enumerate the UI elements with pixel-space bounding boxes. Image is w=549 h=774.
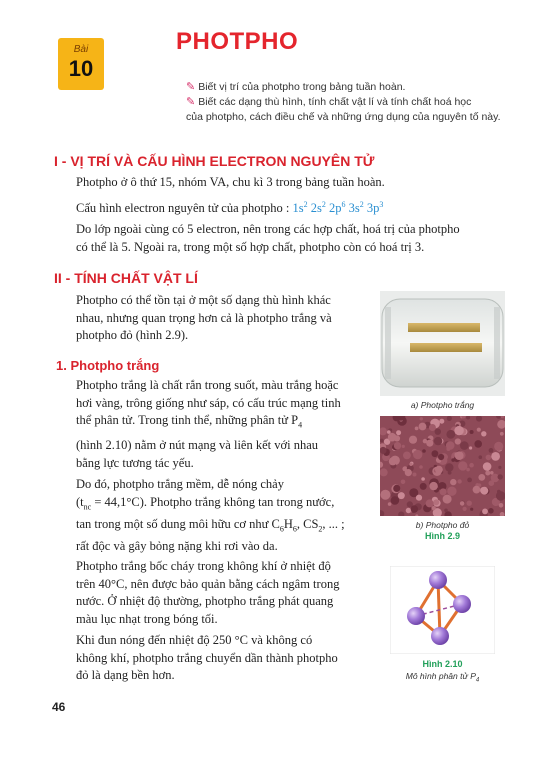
objective-item: ✎ Biết các dạng thù hình, tính chất vật lí và tính chất hoá học bbox=[186, 96, 472, 108]
paragraph-1: Photpho trắng là chất rắn trong suốt, màu trắng hoặc hơi vàng, trông giống như sáp, có cấu trúc mạng tinh thể phân tử. Trong tinh thể, những phân tử $P_4$ (hình 2.10) nằm ở nút mạng và liên kết với nhau bằng lực tương tác yếu. bbox=[76, 378, 341, 470]
figure-2-10-caption: Mô hình phân tử $P_4$ bbox=[405, 671, 480, 684]
paragraph-2: Do đó, photpho trắng mềm, dễ nóng chảy $(t_{nc} = 44,1^\circ C)$. Photpho trắng không tan trong nước, tan trong một số dung môi hữu cơ như $C_6H_6$, $CS_2$, ... ; rất độc và gây bỏng nặng khi rơi vào da. bbox=[76, 477, 345, 553]
electron-config: $1s^2$ $2s^2$ $2p^6$ $3s^2$ $3p^3$ bbox=[292, 199, 384, 215]
phosphorus-atom bbox=[407, 607, 425, 625]
pencil-icon: ✎ bbox=[186, 96, 196, 108]
pencil-icon: ✎ bbox=[186, 81, 196, 93]
red-phosphorus-photo bbox=[380, 416, 505, 516]
figure-b-caption: b) Photpho đỏ bbox=[415, 520, 470, 530]
paragraph-3: Photpho trắng bốc cháy trong không khí ở nhiệt độ trên 40°C, nên được bảo quản bằng cách ngâm trong nước. Ở nhiệt độ thường, photpho trắng phát quang màu lục nhạt trong bóng tối. bbox=[76, 559, 340, 626]
subsection-heading: 1. Photpho trắng bbox=[56, 358, 160, 373]
lesson-badge bbox=[58, 38, 104, 90]
paragraph-4: Khi đun nóng đến nhiệt độ 250 °C và không có không khí, photpho trắng chuyển dần thành photpho đỏ là dạng bền hơn. bbox=[76, 633, 338, 682]
section-1-text: Photpho ở ô thứ 15, nhóm VA, chu kì 3 trong bảng tuần hoàn. Cấu hình electron nguyên tử của photpho : $1s^2$ $2s^2$ $2p^6$ $3s^2$ $3p^3$ Do lớp ngoài cùng có 5 electron, nên trong các hợp chất, hoá trị của photpho có thể là 5. Ngoài ra, trong một số hợp chất, photpho còn có hoá trị 3. bbox=[76, 175, 460, 254]
section-2-heading: II - TÍNH CHẤT VẬT LÍ bbox=[54, 270, 198, 286]
section-1-heading: I - VỊ TRÍ VÀ CẤU HÌNH ELECTRON NGUYÊN TỬ bbox=[54, 153, 375, 169]
page-title: PHOTPHO bbox=[176, 28, 299, 55]
figure-2-9-label: Hình 2.9 bbox=[424, 531, 460, 541]
p4-molecule-model bbox=[390, 566, 495, 654]
phosphorus-atom bbox=[431, 627, 449, 645]
phosphorus-atom bbox=[429, 571, 447, 589]
section-2-intro: Photpho có thể tồn tại ở một số dạng thù hình khác nhau, nhưng quan trọng hơn cả là photpho trắng và photpho đỏ (hình 2.9). bbox=[76, 293, 332, 342]
objectives bbox=[186, 80, 516, 125]
lesson-number: 10 bbox=[68, 56, 94, 81]
phosphorus-atom bbox=[453, 595, 471, 613]
white-phosphorus-photo bbox=[380, 291, 505, 396]
figure-a-caption: a) Photpho trắng bbox=[410, 400, 475, 410]
lesson-label: Bài bbox=[73, 44, 89, 55]
objective-item: ✎ Biết vị trí của photpho trong bảng tuần hoàn. bbox=[186, 81, 406, 93]
objective-item: của photpho, cách điều chế và những ứng dụng của nguyên tố này. bbox=[186, 111, 501, 123]
page-number: 46 bbox=[52, 700, 66, 714]
figure-2-10-label: Hình 2.10 bbox=[422, 659, 463, 669]
